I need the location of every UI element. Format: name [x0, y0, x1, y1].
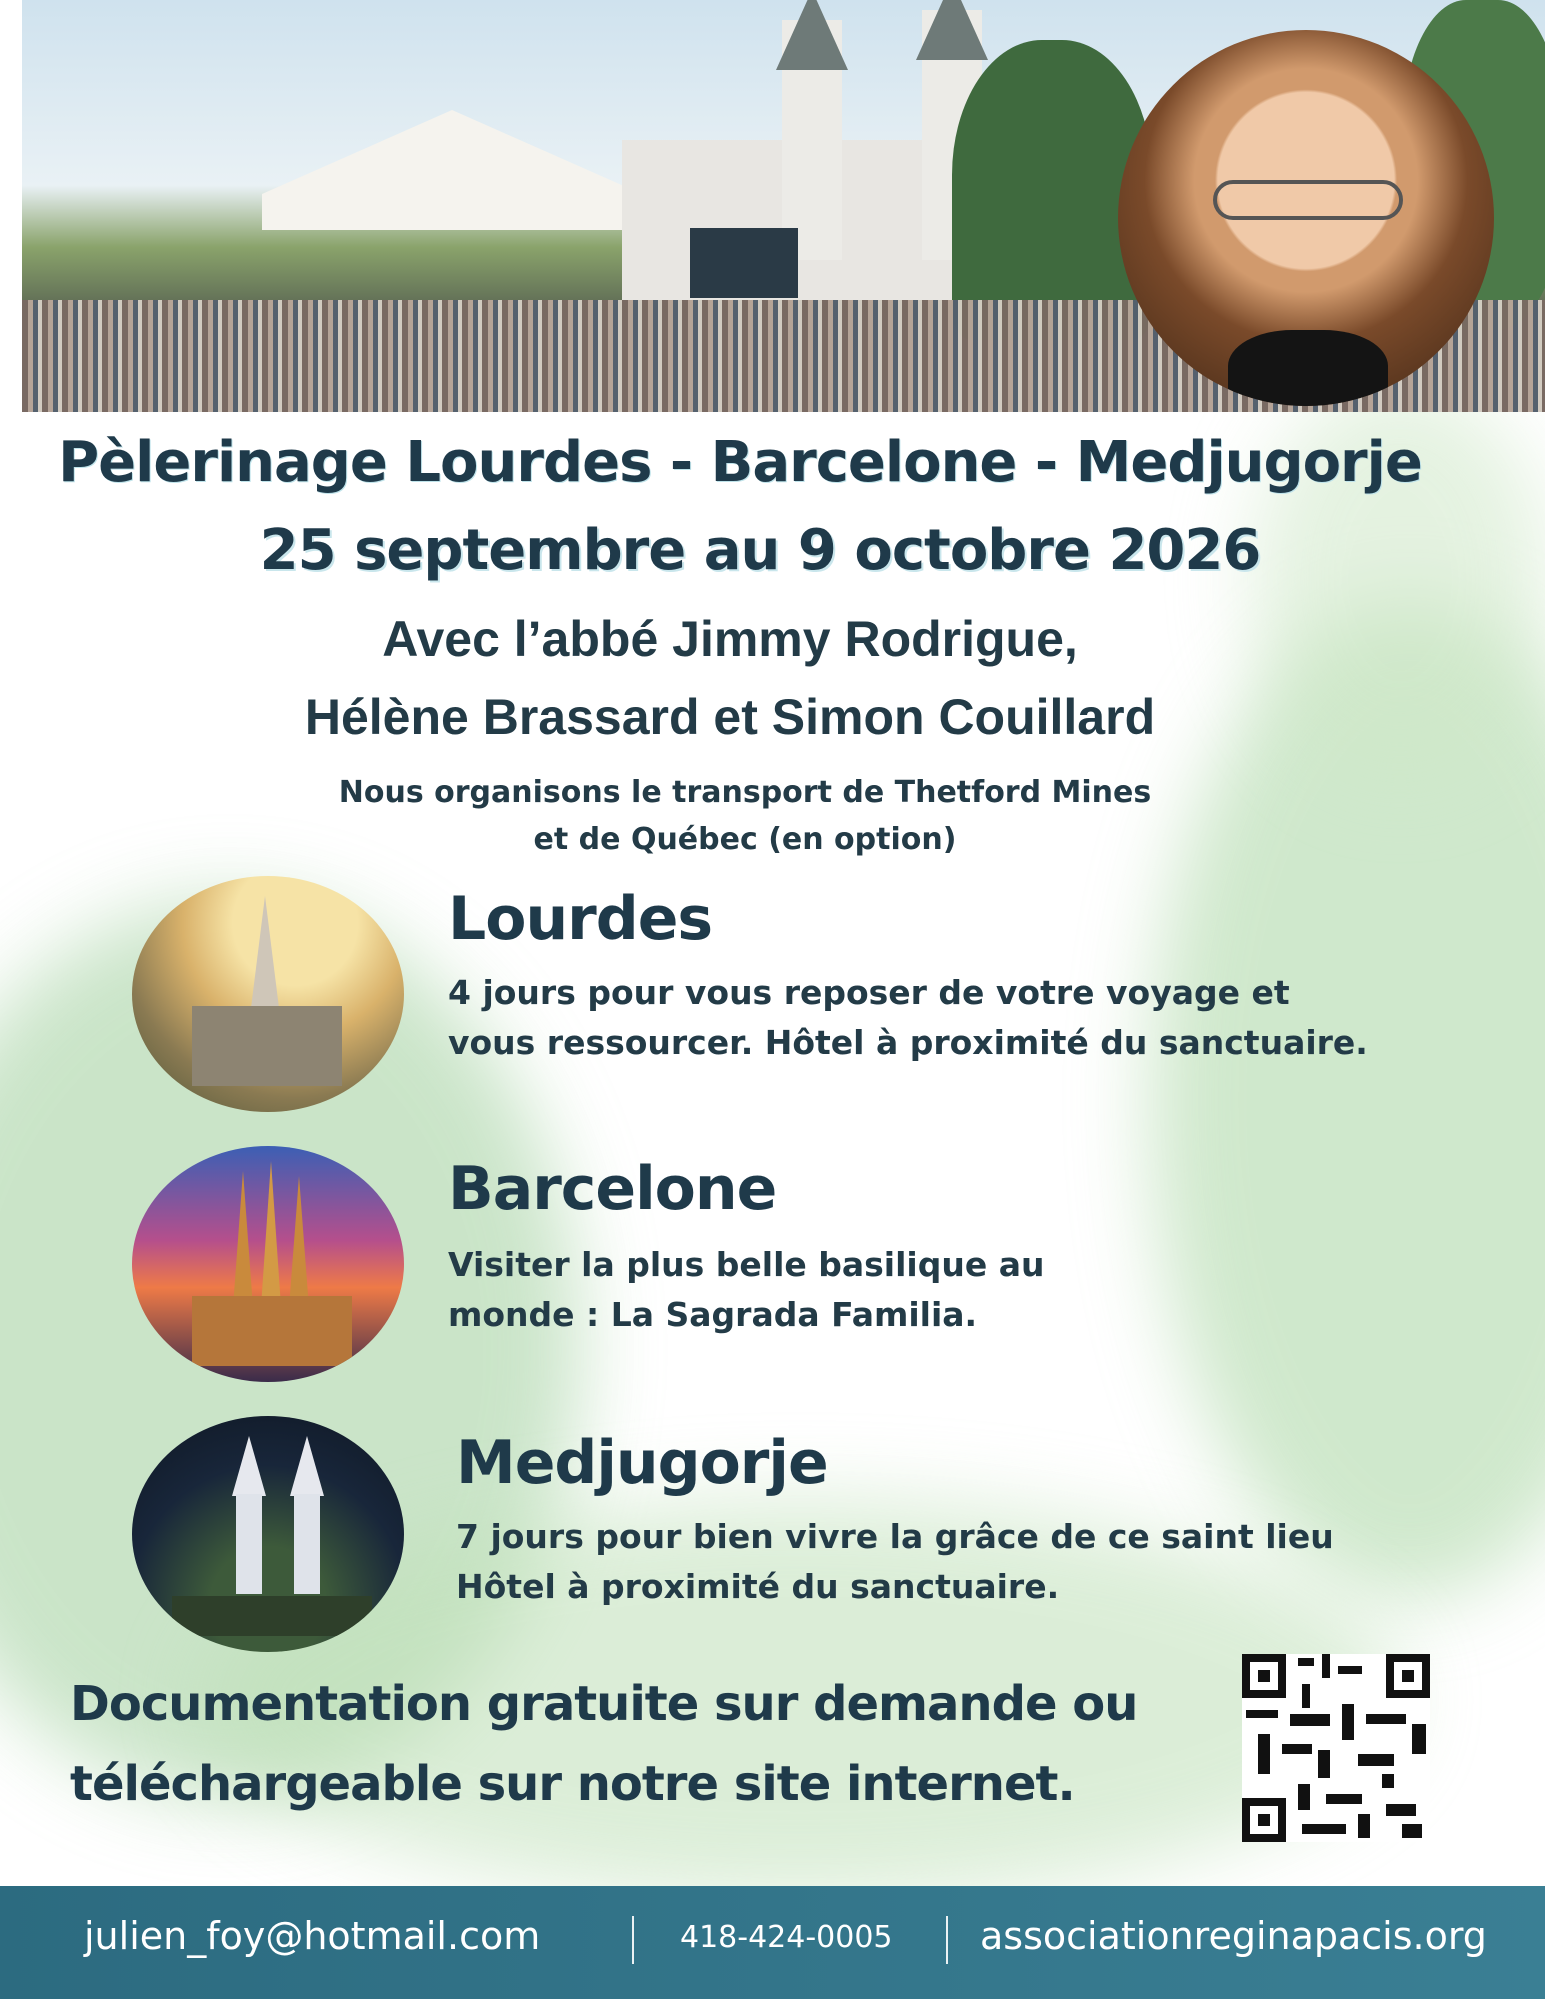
medjugorje-desc-line-1: 7 jours pour bien vivre la grâce de ce saint lieu [456, 1517, 1334, 1556]
qr-module [1402, 1824, 1422, 1838]
contact-phone[interactable]: 418-424-0005 [680, 1920, 893, 1955]
pilgrimage-title: Pèlerinage Lourdes - Barcelone - Medjugorje [58, 430, 1422, 495]
qr-module [1318, 1750, 1330, 1778]
website-link[interactable]: associationreginapacis.org [980, 1914, 1487, 1958]
destination-title-medjugorje: Medjugorje [456, 1428, 828, 1498]
qr-module [1302, 1824, 1346, 1834]
sagrada-familia-photo [132, 1146, 404, 1382]
qr-module [1342, 1704, 1354, 1740]
medj-spire-left [232, 1436, 266, 1496]
qr-module [1302, 1684, 1310, 1708]
documentation-line-1: Documentation gratuite sur demande ou [70, 1676, 1138, 1732]
lourdes-desc-line-2: vous ressourcer. Hôtel à proximité du sanctuaire. [448, 1023, 1368, 1062]
qr-module [1298, 1784, 1310, 1810]
leaders-line-1: Avec l’abbé Jimmy Rodrigue, [382, 611, 1078, 667]
destination-title-barcelone: Barcelone [448, 1154, 777, 1224]
medjugorje-church-night-photo [132, 1416, 404, 1652]
destination-description-barcelone [448, 1240, 1044, 1340]
medj-tower-right [294, 1494, 320, 1594]
footer-divider-2 [946, 1916, 948, 1964]
barcelone-desc-line-1: Visiter la plus belle basilique au [448, 1245, 1045, 1284]
basilica-spire [250, 896, 280, 1016]
transport-line-2: et de Québec (en option) [533, 822, 957, 857]
outdoor-altar-canopy [262, 110, 642, 230]
qr-module [1366, 1714, 1406, 1724]
qr-module [1258, 1734, 1270, 1774]
qr-module [1382, 1774, 1394, 1788]
qr-module [1290, 1714, 1330, 1726]
qr-module [1298, 1658, 1314, 1666]
qr-finder-top-left [1242, 1654, 1286, 1698]
basilica-body [192, 1006, 342, 1086]
destination-description-lourdes [448, 968, 1368, 1068]
medj-tower-left [236, 1494, 262, 1594]
destination-description-medjugorje [456, 1512, 1334, 1612]
medj-grounds [172, 1596, 372, 1636]
qr-module [1246, 1710, 1278, 1718]
qr-module [1412, 1724, 1426, 1754]
priest-portrait [1118, 30, 1494, 406]
destination-title-lourdes: Lourdes [448, 884, 713, 954]
footer-divider-1 [632, 1916, 634, 1964]
clerical-collar [1228, 330, 1388, 406]
website-qr-code[interactable] [1242, 1654, 1430, 1842]
glasses-detail [1213, 180, 1403, 220]
barcelone-desc-line-2: monde : La Sagrada Familia. [448, 1295, 978, 1334]
qr-module [1282, 1744, 1312, 1754]
leaders-line-2: Hélène Brassard et Simon Couillard [304, 689, 1156, 745]
contact-email[interactable]: julien_foy@hotmail.com [84, 1914, 541, 1958]
lourdes-desc-line-1: 4 jours pour vous reposer de votre voyage et [448, 973, 1290, 1012]
qr-module [1326, 1794, 1362, 1804]
qr-module [1338, 1666, 1362, 1674]
qr-module [1322, 1654, 1330, 1678]
sagrada-body [192, 1296, 352, 1366]
medjugorje-desc-line-2: Hôtel à proximité du sanctuaire. [456, 1567, 1060, 1606]
documentation-line-2: téléchargeable sur notre site internet. [70, 1756, 1075, 1812]
qr-finder-top-right [1386, 1654, 1430, 1698]
qr-module [1386, 1804, 1416, 1816]
qr-finder-bottom-left [1242, 1798, 1286, 1842]
qr-module [1358, 1754, 1394, 1766]
qr-module [1358, 1814, 1370, 1838]
transport-line-1: Nous organisons le transport de Thetford Mines [338, 775, 1152, 810]
lourdes-basilica-photo [132, 876, 404, 1112]
contact-footer [0, 1886, 1545, 1999]
medj-spire-right [290, 1436, 324, 1496]
documentation-notice [70, 1664, 1220, 1824]
video-screen [690, 228, 798, 298]
pilgrimage-dates: 25 septembre au 9 octobre 2026 [259, 518, 1261, 583]
